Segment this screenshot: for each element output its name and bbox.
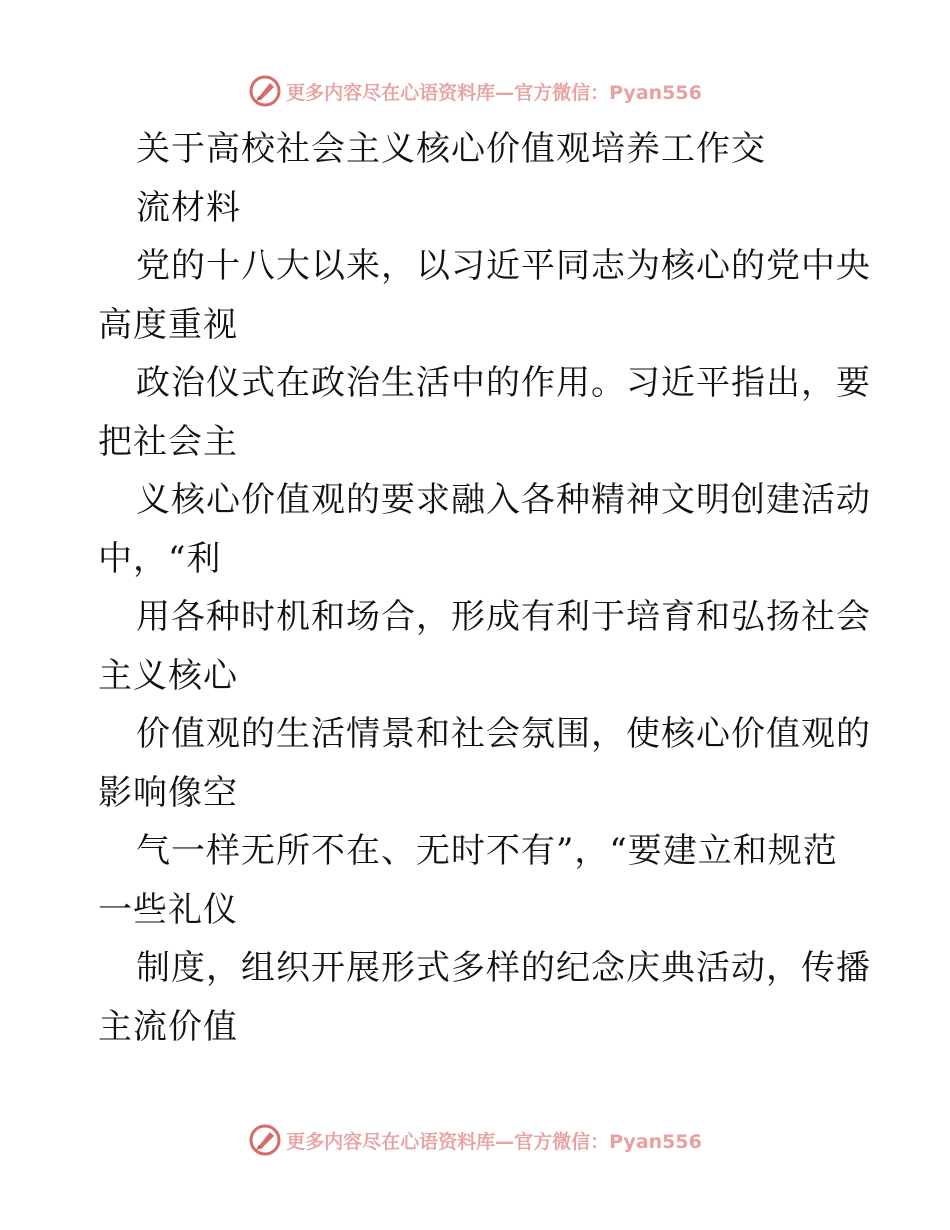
header-watermark — [0, 71, 950, 111]
document-line: 制度，组织开展形式多样的纪念庆典活动，传播 — [136, 948, 871, 988]
document-line: 政治仪式在政治生活中的作用。习近平指出，要 — [136, 363, 871, 403]
document-line: 高度重视 — [98, 304, 238, 345]
document-line: 中，“利 — [98, 538, 222, 579]
document-line: 用各种时机和场合，形成有利于培育和弘扬社会 — [136, 597, 871, 637]
document-line: 义核心价值观的要求融入各种精神文明创建活动 — [136, 480, 871, 520]
document-line: 气一样无所不在、无时不有”，“要建立和规范 — [136, 831, 838, 871]
watermark-text: 更多内容尽在心语资料库—官方微信：Pyan556 — [286, 81, 702, 104]
pen-nib-logo-icon — [248, 1123, 282, 1157]
document-line: 关于高校社会主义核心价值观培养工作交 — [136, 129, 766, 169]
footer-watermark — [0, 1120, 950, 1160]
watermark-text: 更多内容尽在心语资料库—官方微信：Pyan556 — [286, 1130, 702, 1153]
pen-nib-logo-icon — [248, 74, 282, 108]
document-line: 流材料 — [136, 187, 241, 228]
document-line: 价值观的生活情景和社会氛围，使核心价值观的 — [136, 714, 871, 754]
document-line: 主流价值 — [98, 1006, 238, 1047]
document-body — [98, 120, 871, 1056]
document-line: 党的十八大以来，以习近平同志为核心的党中央 — [136, 246, 871, 286]
document-line: 主义核心 — [98, 655, 238, 696]
document-line: 把社会主 — [98, 421, 238, 462]
document-line: 一些礼仪 — [98, 889, 238, 930]
document-line: 影响像空 — [98, 772, 238, 813]
